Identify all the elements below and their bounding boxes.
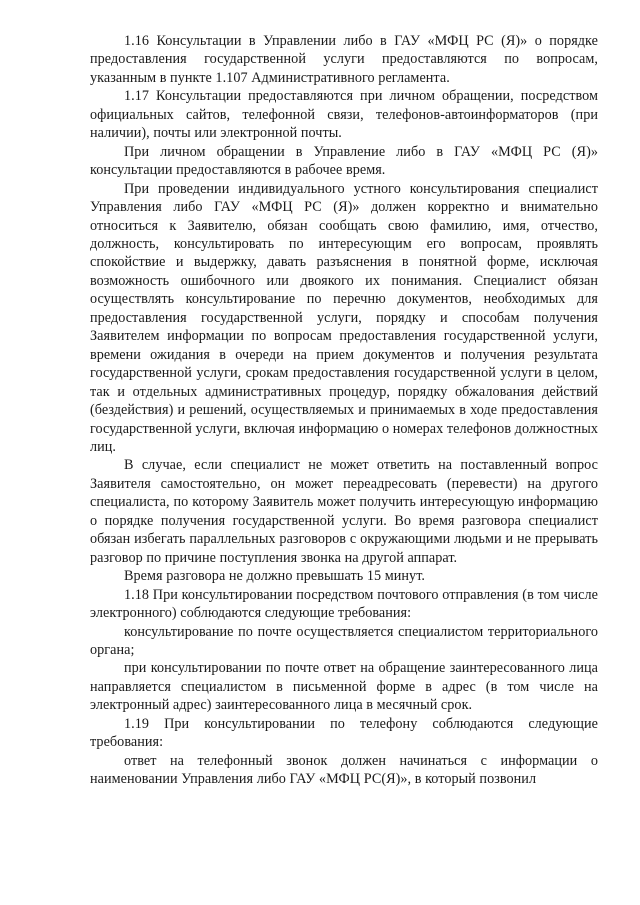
paragraph-redirect: В случае, если специалист не может ответить на поставленный вопрос Заявителя самостоятельно, он может переадресовать (перевести) на другого специалиста, по которому Заявитель может получить интересующую информацию о порядке получения государственной услуги. Во время разговора специалист обязан избегать параллельных разговоров с окружающими людьми и не прерывать разговор по причине поступления звонка на другой аппарат. <box>90 457 598 566</box>
paragraph-oral-consulting: При проведении индивидуального устного консультирования специалист Управления либо ГАУ «МФЦ РС (Я)» должен корректно и внимательно относиться к Заявителю, обязан сообщать свою фамилию, имя, отчество, должность, консультировать по интересующим его вопросам, проявлять спокойствие и выдержку, давать разъяснения в понятной форме, исключая возможность ошибочного или двоякого их понимания. Специалист обязан осуществлять консультирование по перечню документов, необходимых для предоставления государственной услуги, порядку и способам получения Заявителем информации по вопросам предоставления государственной услуги, времени ожидания в очереди на прием документов и получения результата государственной услуги, срокам предоставления государственной услуги в целом, так и отдельных административных процедур, порядку обжалования действий (бездействия) и решений, осуществляемых и принимаемых в ходе предоставления государственной услуги, включая информацию о номерах телефонов должностных лиц. <box>90 180 598 455</box>
paragraph-1-18: 1.18 При консультировании посредством почтового отправления (в том числе электронного) соблюдаются следующие требования: <box>90 586 598 622</box>
paragraph-call-duration: Время разговора не должно превышать 15 минут. <box>124 568 425 585</box>
paragraph-1-19: 1.19 При консультировании по телефону соблюдаются следующие требования: <box>90 715 598 751</box>
paragraph-mail-specialist: консультирование по почте осуществляется специалистом территориального органа; <box>90 623 598 658</box>
paragraph-1-17: 1.17 Консультации предоставляются при личном обращении, посредством официальных сайтов, телефонной связи, телефонов-автоинформаторов (при наличии), почты или электронной почты. <box>90 88 598 142</box>
paragraph-mail-reply: при консультировании по почте ответ на обращение заинтересованного лица направляется специалистом в письменной форме в адрес (в том числе на электронный адрес) заинтересованного лица в месячный срок. <box>90 660 598 714</box>
paragraph-personal-visit: При личном обращении в Управление либо в ГАУ «МФЦ РС (Я)» консультации предоставляются в рабочее время. <box>90 143 598 179</box>
paragraph-1-16: 1.16 Консультации в Управлении либо в ГАУ «МФЦ РС (Я)» о порядке предоставления государственной услуги предоставляются по вопросам, указанным в пункте 1.107 Административного регламента. <box>90 33 598 86</box>
paragraph-phone-answer: ответ на телефонный звонок должен начинаться с информации о наименовании Управления либо ГАУ «МФЦ РС(Я)», в который позвонил <box>90 752 598 788</box>
